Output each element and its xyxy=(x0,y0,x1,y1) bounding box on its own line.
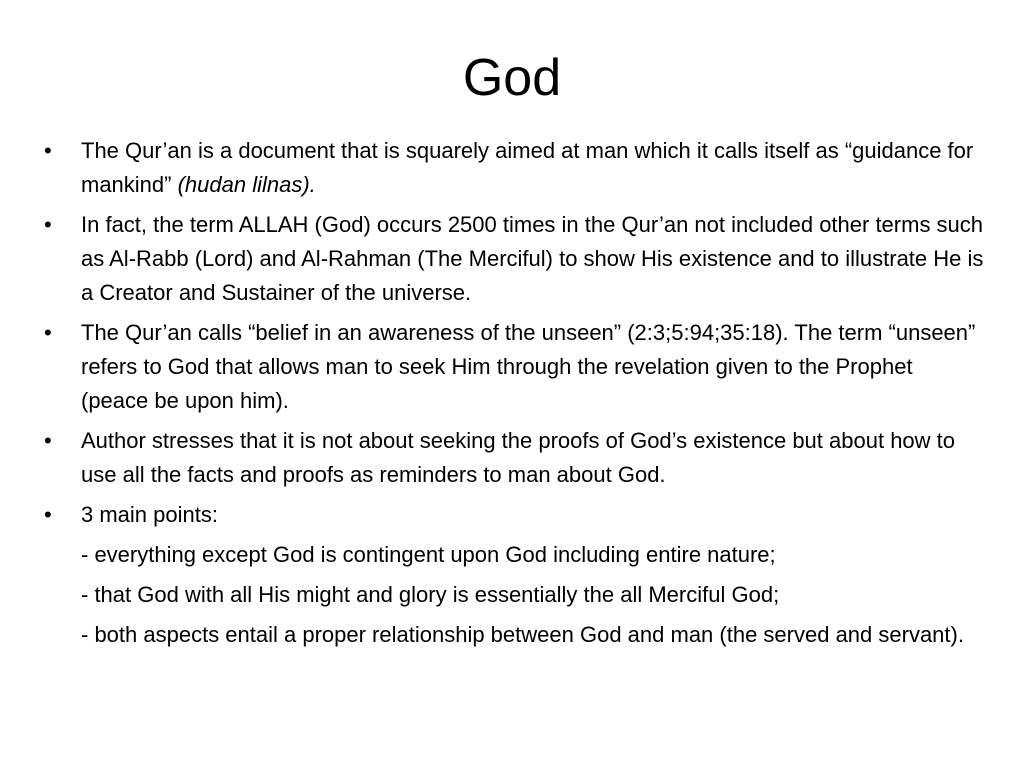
bullet-italic-text: (hudan lilnas). xyxy=(177,172,316,197)
bullet-item-5 xyxy=(40,498,984,532)
bullet-item-1 xyxy=(40,134,984,202)
bullet-text: The Qur’an calls “belief in an awareness of the unseen” (2:3;5:94;35:18). The term “unseen” refers to God that allows man to seek Him through the revelation given to the Prophet (peace be upon him). xyxy=(81,320,976,413)
bullet-item-2 xyxy=(40,208,984,310)
sub-point-3: - both aspects entail a proper relationship between God and man (the served and servant). xyxy=(81,622,964,647)
bullet-dot-icon: • xyxy=(44,502,52,527)
bullet-dot-icon: • xyxy=(44,320,52,345)
bullet-item-4 xyxy=(40,424,984,492)
bullet-dot-icon: • xyxy=(44,212,52,237)
sub-point-2: - that God with all His might and glory is essentially the all Merciful God; xyxy=(81,582,780,607)
slide-title: God xyxy=(462,49,562,107)
bullet-text: Author stresses that it is not about seeking the proofs of God’s existence but about how to use all the facts and proofs as reminders to man about God. xyxy=(81,428,956,487)
bullet-item-3 xyxy=(40,316,984,418)
bullet-text: The Qur’an is a document that is squarely aimed at man which it calls itself as “guidance for mankind” xyxy=(81,138,974,197)
bullet-text: 3 main points: xyxy=(81,502,218,527)
bullet-dot-icon: • xyxy=(44,138,52,163)
sub-point-1: - everything except God is contingent upon God including entire nature; xyxy=(81,542,776,567)
bullet-text: In fact, the term ALLAH (God) occurs 2500 times in the Qur’an not included other terms such as Al-Rabb (Lord) and Al-Rahman (The Merciful) to show His existence and to illustrate He is a Creator and Sustainer of the universe. xyxy=(81,212,984,305)
bullet-dot-icon: • xyxy=(44,428,52,453)
slide-body xyxy=(40,134,984,658)
